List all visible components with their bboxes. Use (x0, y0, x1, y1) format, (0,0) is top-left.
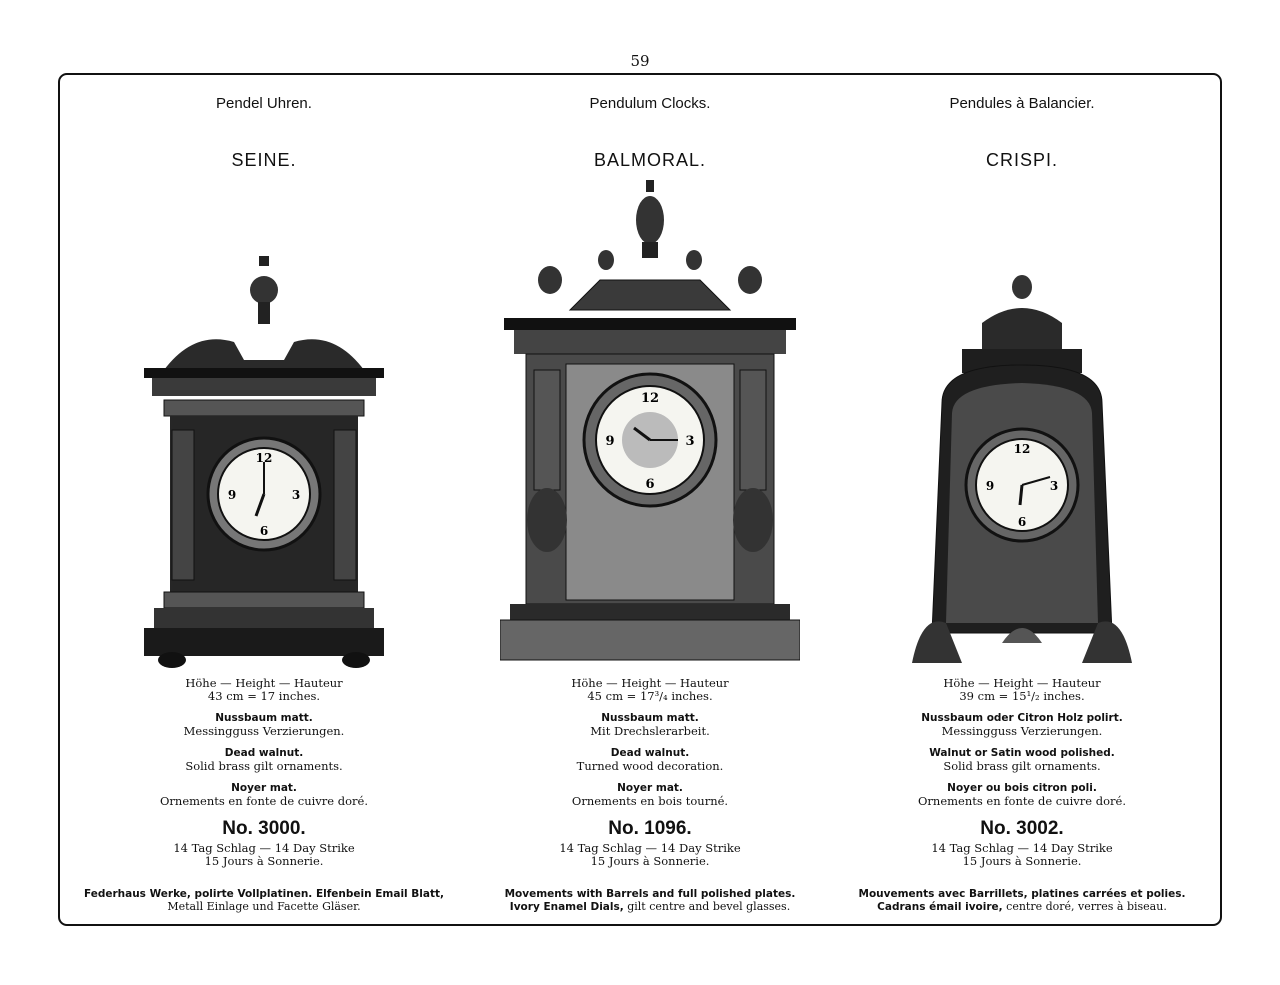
material-fr: Noyer mat. (617, 782, 683, 794)
height-value: 39 cm = 15¹/₂ inches. (959, 689, 1085, 703)
svg-text:6: 6 (1017, 515, 1027, 529)
clock-illustration-crispi (820, 273, 1224, 673)
catalog-frame (58, 73, 1222, 926)
clock-name: CRISPI. (985, 150, 1058, 170)
product-column-seine (60, 75, 468, 924)
svg-text:9: 9 (227, 488, 237, 502)
spec-block (820, 677, 1224, 808)
seine-clock-drawing (134, 250, 394, 670)
column-header: Pendulum Clocks. (589, 95, 711, 112)
movement-note (60, 888, 468, 913)
model-number: No. 3000. (222, 818, 306, 839)
strike-line-1: 14 Tag Schlag — 14 Day Strike (173, 841, 355, 855)
detail-fr: Ornements en bois tourné. (571, 794, 729, 808)
svg-text:6: 6 (645, 477, 655, 492)
height-label: Höhe — Height — Hauteur (943, 676, 1101, 690)
spec-block (445, 677, 855, 808)
product-column-balmoral (445, 75, 855, 924)
movement-note-bold: Movements with Barrels and full polished plates. (504, 888, 796, 900)
detail-en: Solid brass gilt ornaments. (185, 759, 343, 773)
height-label: Höhe — Height — Hauteur (185, 676, 343, 690)
svg-text:3: 3 (291, 488, 301, 502)
crispi-clock-drawing (902, 273, 1142, 673)
spec-block (60, 677, 468, 808)
movement-note (820, 888, 1224, 913)
movement-note (445, 888, 855, 913)
clock-illustration-seine (60, 250, 468, 670)
strike-info (60, 842, 468, 868)
strike-line-1: 14 Tag Schlag — 14 Day Strike (931, 841, 1113, 855)
model-number: No. 1096. (608, 818, 692, 839)
detail-en: Solid brass gilt ornaments. (943, 759, 1101, 773)
detail-fr: Ornements en fonte de cuivre doré. (917, 794, 1127, 808)
strike-info (445, 842, 855, 868)
product-column-crispi (820, 75, 1224, 924)
detail-de: Messingguss Verzierungen. (941, 724, 1103, 738)
detail-fr: Ornements en fonte de cuivre doré. (159, 794, 369, 808)
material-de: Nussbaum matt. (601, 712, 699, 724)
strike-line-2: 15 Jours à Sonnerie. (204, 854, 324, 868)
svg-text:12: 12 (640, 391, 660, 406)
clock-name: BALMORAL. (593, 150, 707, 170)
svg-text:3: 3 (685, 434, 695, 449)
svg-text:12: 12 (255, 451, 273, 465)
material-de: Nussbaum oder Citron Holz polirt. (921, 712, 1123, 724)
material-de: Nussbaum matt. (215, 712, 313, 724)
detail-en: Turned wood decoration. (576, 759, 724, 773)
page-number: 59 (630, 52, 650, 70)
movement-note-text: centre doré, verres à biseau. (1006, 899, 1167, 913)
svg-text:12: 12 (1013, 442, 1031, 456)
height-value: 43 cm = 17 inches. (207, 689, 321, 703)
movement-note-bold-2: Cadrans émail ivoire, (877, 900, 1003, 913)
movement-note-bold-2: Ivory Enamel Dials, (509, 900, 624, 913)
movement-note-bold: Mouvements avec Barrillets, platines carrées et polies. (858, 888, 1186, 900)
detail-de: Mit Drechslerarbeit. (590, 724, 710, 738)
svg-text:9: 9 (605, 434, 615, 449)
detail-de: Messingguss Verzierungen. (183, 724, 345, 738)
balmoral-clock-drawing (500, 180, 800, 670)
material-en: Walnut or Satin wood polished. (929, 747, 1115, 759)
movement-note-text: Metall Einlage und Facette Gläser. (167, 899, 361, 913)
strike-line-1: 14 Tag Schlag — 14 Day Strike (559, 841, 741, 855)
strike-line-2: 15 Jours à Sonnerie. (590, 854, 710, 868)
svg-text:3: 3 (1049, 479, 1059, 493)
height-value: 45 cm = 17³/₄ inches. (587, 689, 713, 703)
clock-name: SEINE. (231, 150, 297, 170)
svg-text:9: 9 (985, 479, 995, 493)
column-header: Pendel Uhren. (216, 95, 312, 112)
height-label: Höhe — Height — Hauteur (571, 676, 729, 690)
strike-info (820, 842, 1224, 868)
strike-line-2: 15 Jours à Sonnerie. (962, 854, 1082, 868)
movement-note-text: gilt centre and bevel glasses. (627, 899, 791, 913)
column-header: Pendules à Balancier. (949, 95, 1095, 112)
movement-note-line-2 (820, 901, 1224, 914)
movement-note-line-2 (445, 901, 855, 914)
clock-illustration-balmoral (445, 180, 855, 670)
model-number: No. 3002. (980, 818, 1064, 839)
material-en: Dead walnut. (224, 747, 304, 759)
svg-text:6: 6 (259, 524, 269, 538)
material-fr: Noyer mat. (231, 782, 297, 794)
material-fr: Noyer ou bois citron poli. (947, 782, 1097, 794)
material-en: Dead walnut. (610, 747, 690, 759)
movement-note-bold: Federhaus Werke, polirte Vollplatinen. Elfenbein Email Blatt, (83, 888, 445, 900)
